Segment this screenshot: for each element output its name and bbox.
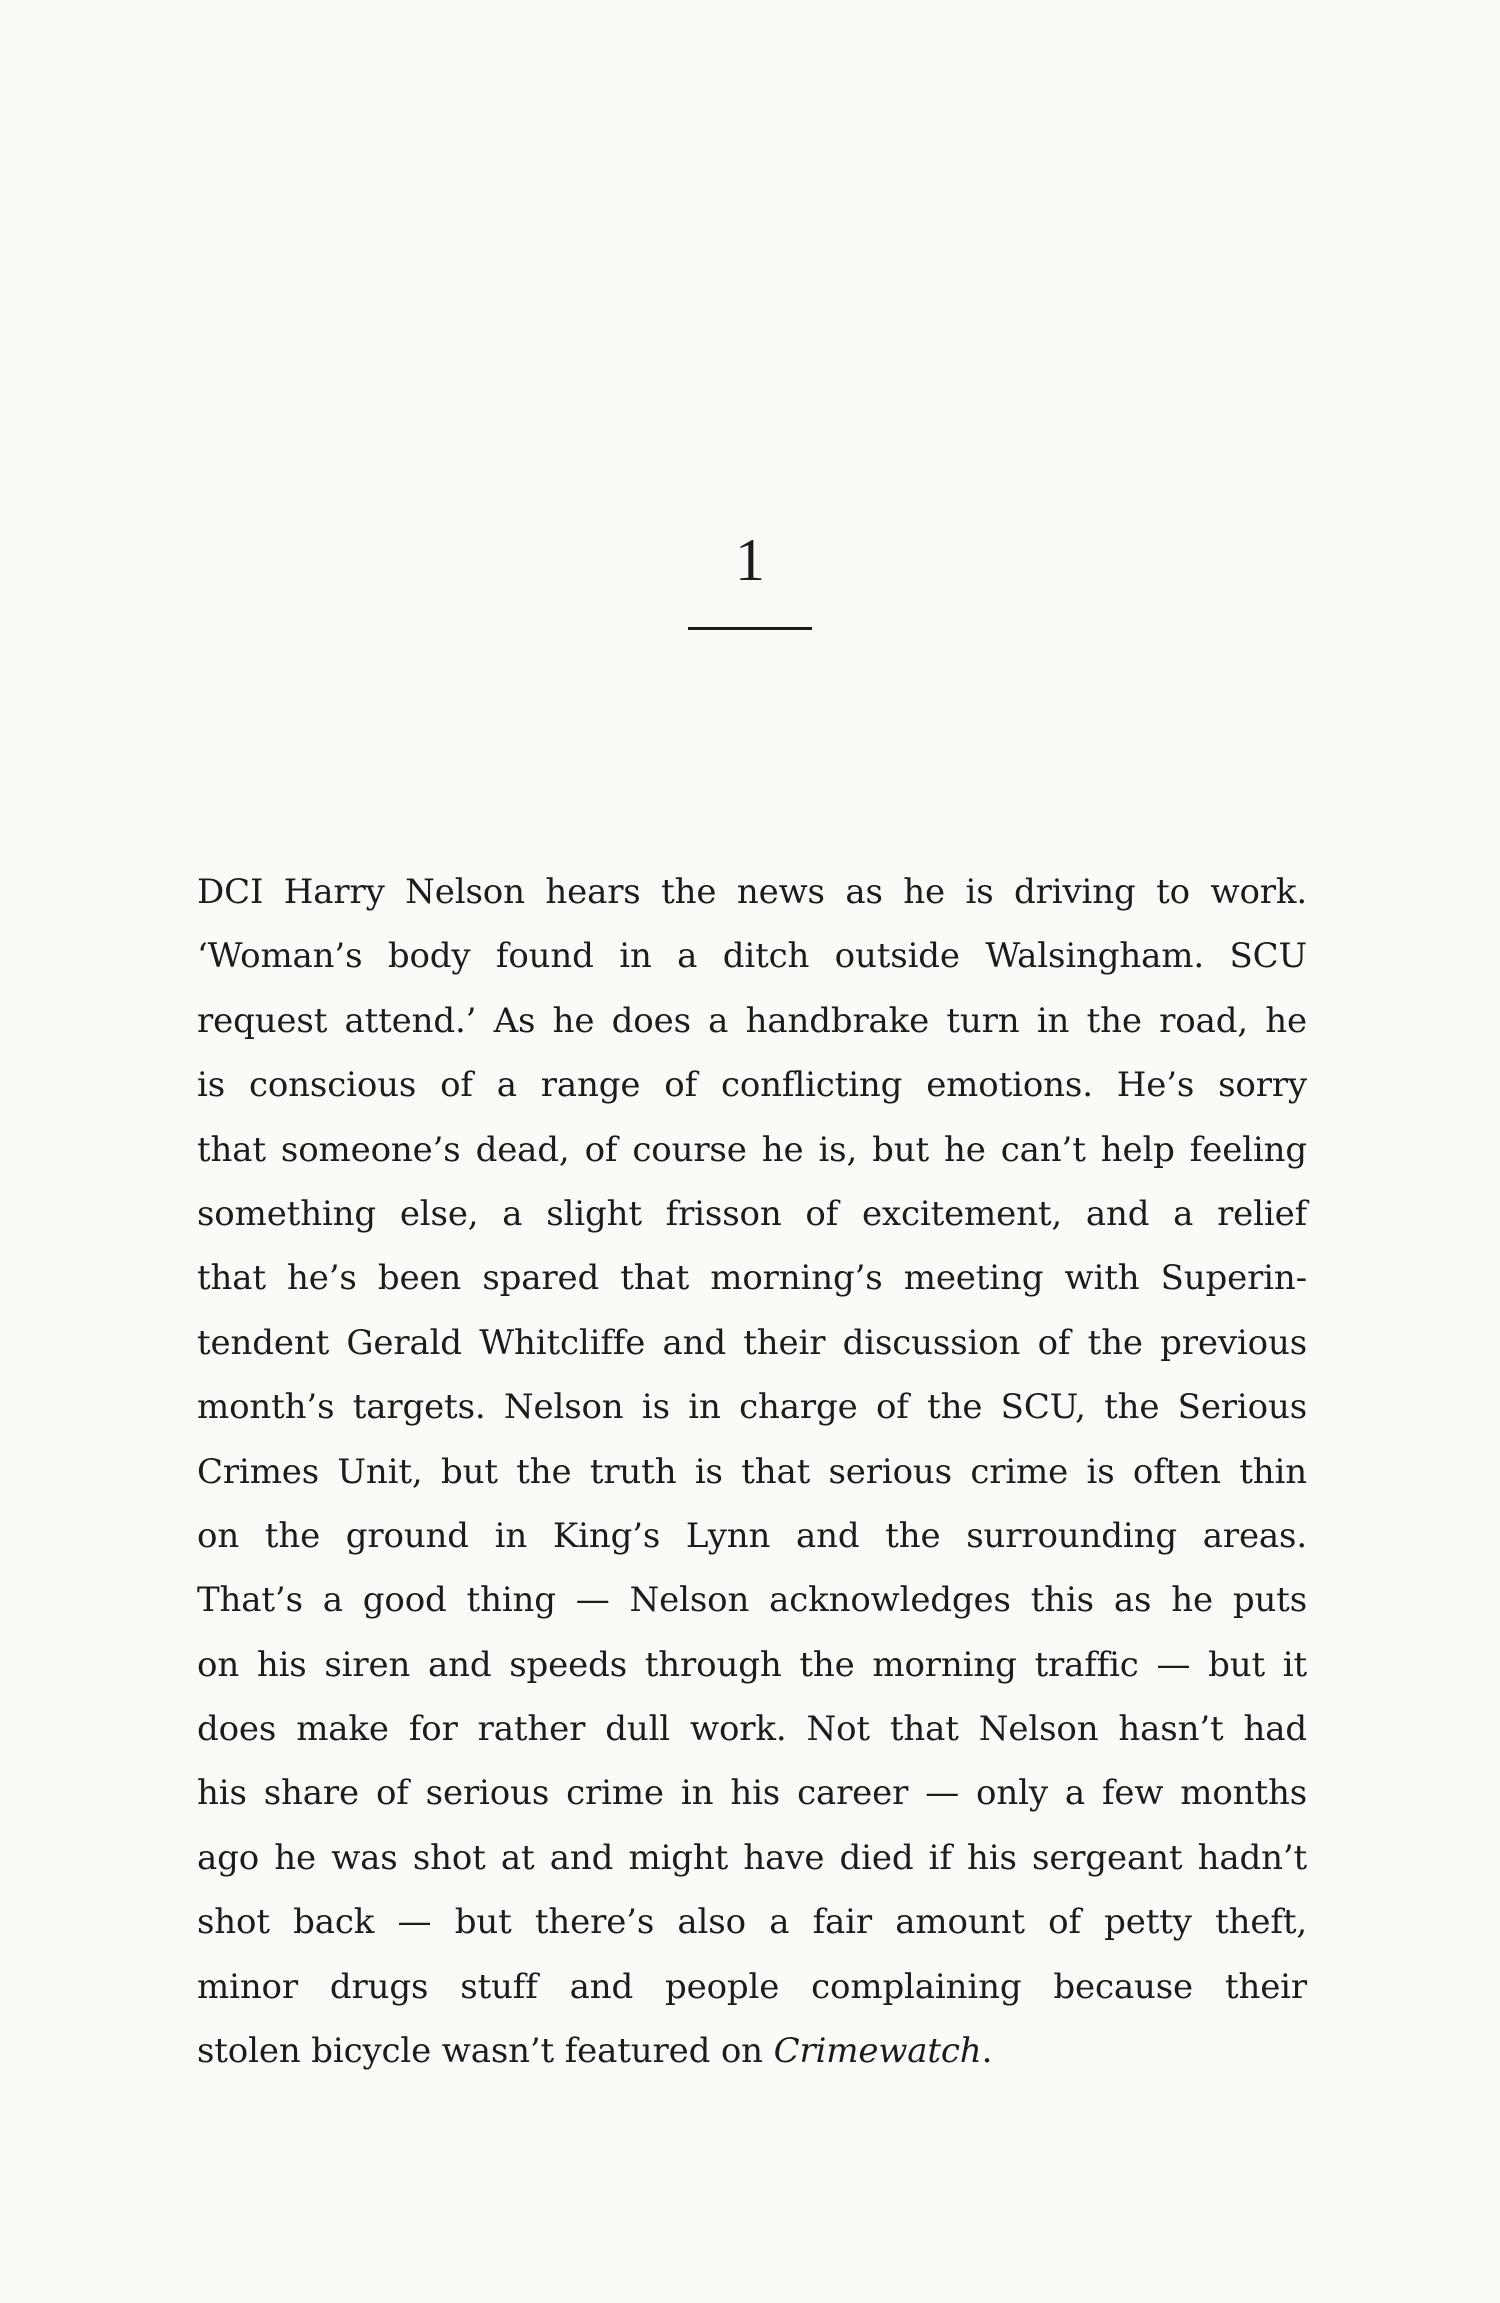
text-line: something else, a slight frisson of excitement, and a relief [197,1193,1307,1234]
text-line: minor drugs stuff and people complaining because their [197,1966,1307,2007]
text-line: shot back — but there’s also a fair amount of petty theft, [197,1902,1307,1943]
text-line: That’s a good thing — Nelson acknowledges this as he puts [197,1580,1307,1621]
text-line: Crimes Unit, but the truth is that serious crime is often thin [197,1451,1307,1492]
text-line: month’s targets. Nelson is in charge of the SCU, the Serious [197,1387,1307,1428]
text-line: ago he was shot at and might have died if his sergeant hadn’t [197,1837,1307,1878]
text-line: that someone’s dead, of course he is, but he can’t help feeling [197,1129,1307,1170]
text-line: on his siren and speeds through the morning traffic — but it [197,1644,1307,1685]
text-line: his share of serious crime in his career — only a few months [197,1773,1307,1814]
text-line: that he’s been spared that morning’s meeting with Superin- [197,1258,1307,1299]
chapter-number: 1 [735,527,765,593]
text-line: ‘Woman’s body found in a ditch outside Walsingham. SCU [197,936,1307,977]
show-title: Crimewatch [773,2031,982,2072]
body-paragraph [197,860,1307,2083]
text-line: is conscious of a range of conflicting emotions. He’s sorry [197,1065,1307,1106]
text-line: DCI Harry Nelson hears the news as he is driving to work. [197,872,1307,912]
text-line-last [197,2019,1307,2083]
text-line: does make for rather dull work. Not that Nelson hasn’t had [197,1709,1307,1750]
text-line: tendent Gerald Whitcliffe and their discussion of the previous [197,1322,1307,1363]
text-line: on the ground in King’s Lynn and the surrounding areas. [197,1515,1307,1556]
chapter-rule [688,627,812,630]
text-line: request attend.’ As he does a handbrake turn in the road, he [197,1000,1307,1041]
last-line-prefix: stolen bicycle wasn’t featured on [197,2031,774,2072]
last-line-suffix: . [981,2031,993,2072]
